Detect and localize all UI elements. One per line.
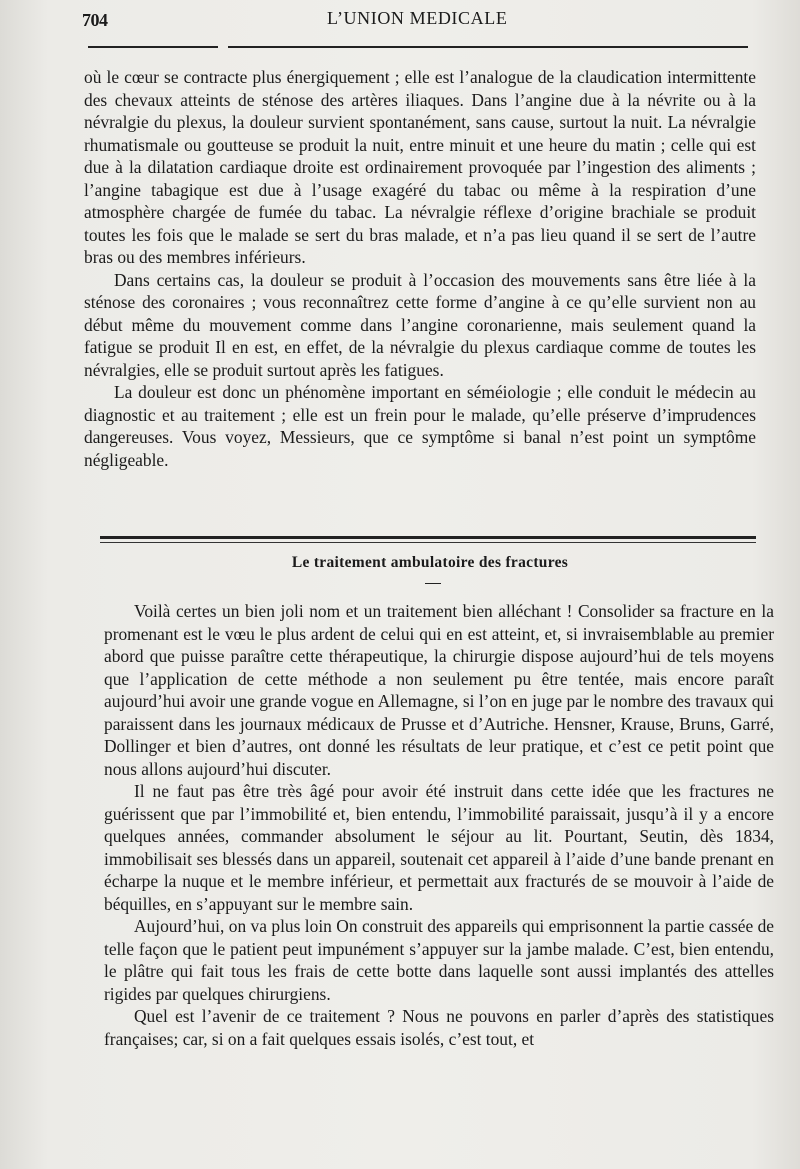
section-paragraph-4: Quel est l’avenir de ce traitement ? Nous ne pouvons en parler d’après des statistiques françaises; car, si on a fait quelques essais isolés, c’est tout, et xyxy=(104,1006,774,1049)
section-divider-thin xyxy=(100,542,756,543)
header-rule-right xyxy=(228,46,748,48)
page-number: 704 xyxy=(82,10,108,30)
section-paragraph-3: Aujourd’hui, on va plus loin On construit des appareils qui emprisonnent la partie cassée de telle façon que le patient peut impunément s’appuyer sur la jambe malade. C’est, bien entendu, le plâtre qui fait tous les frais de cette botte dans laquelle sont aussi implantés des attelles rigides par quelques chirurgiens. xyxy=(104,916,774,1004)
continued-paragraph-1: où le cœur se contracte plus énergiquement ; elle est l’analogue de la claudication intermittente des chevaux atteints de sténose des artères iliaques. Dans l’angine due à la névrite ou à la névralgie du plexus, la douleur survient spontanément, sans cause, surtout la nuit. La névralgie rhumatismale ou goutteuse se produit la nuit, entre minuit et une heure du matin ; celle qui est due à la dilatation cardiaque droite est ordinairement provoquée par l’ingestion des aliments ; l’angine tabagique est due à l’usage exagéré du tabac ou même à la respiration d’une atmosphère chargée de fumée du tabac. La névralgie réflexe d’origine brachiale se produit toutes les fois que le malade se sert du bras malade, et n’a pas lieu quand il se sert de l’autre bras ou des membres inférieurs. xyxy=(84,67,756,267)
journal-title: L’UNION MEDICALE xyxy=(327,8,508,28)
page-header xyxy=(82,8,750,32)
section-divider-thick xyxy=(100,536,756,539)
section-paragraph-1: Voilà certes un bien joli nom et un traitement bien alléchant ! Consolider sa fracture en la promenant est le vœu le plus ardent de celui qui en est atteint, et, si invraisemblable au premier abord que puisse paraître cette thérapeutique, la chirurgie dispose aujourd’hui de tels moyens que l’application de cette méthode a non seulement pu être tentée, mais encore paraît aujourd’hui avoir une grande vogue en Allemagne, si l’on en juge par le nombre des travaux qui paraissent dans les journaux médicaux de Prusse et d’Autriche. Hensner, Krause, Bruns, Garré, Dollinger et bien d’autres, ont donné les résultats de leur pratique, et c’est ce petit point que nous allons aujourd’hui discuter. xyxy=(104,601,774,779)
header-rule-left xyxy=(88,46,218,48)
title-dash xyxy=(425,583,441,584)
section-paragraph-2: Il ne faut pas être très âgé pour avoir été instruit dans cette idée que les fractures ne guérissent que par l’immobilité et, bien entendu, l’immobilité paraissait, jusqu’à il y a encore quelques années, commander absolument le séjour au lit. Pourtant, Seutin, dès 1834, immobilisait ses blessés dans un appareil, soutenait cet appareil à l’aide d’une bande prenant en écharpe la nuque et le membre inférieur, et permettait aux fracturés de se mouvoir à l’aide de béquilles, en s’appuyant sur le membre sain. xyxy=(104,781,774,914)
section-article xyxy=(104,600,774,1050)
section-title: Le traitement ambulatoire des fractures xyxy=(291,554,569,571)
continued-paragraph-3: La douleur est donc un phénomène important en séméiologie ; elle conduit le médecin au diagnostic et au traitement ; elle est un frein pour le malade, qu’elle préserve d’imprudences dangereuses. Vous voyez, Messieurs, que ce symptôme si banal n’est point un symptôme négligeable. xyxy=(84,382,756,470)
continued-paragraph-2: Dans certains cas, la douleur se produit à l’occasion des mouvements sans être liée à la sténose des coronaires ; vous reconnaîtrez cette forme d’angine à ce qu’elle survient non au début même du mouvement comme dans l’angine coronarienne, mais seulement quand la fatigue se produit Il en est, en effet, de la névralgie du plexus cardiaque comme de toutes les névralgies, elle se produit surtout après les fatigues. xyxy=(84,269,756,380)
continued-article xyxy=(84,66,756,471)
